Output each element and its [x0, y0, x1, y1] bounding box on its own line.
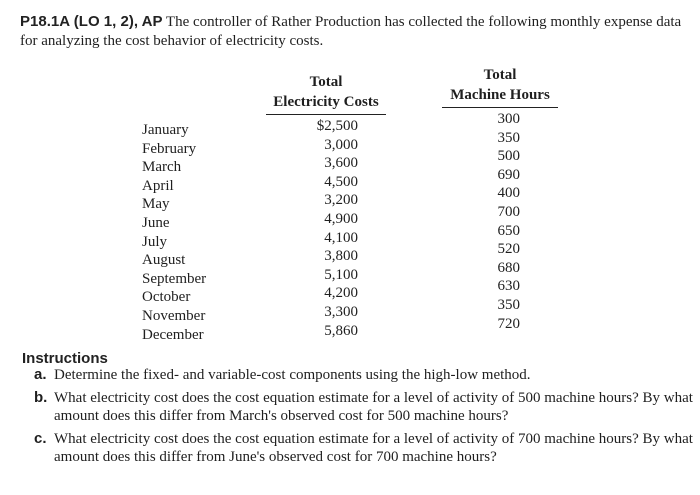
instruction-label: a. — [34, 366, 47, 383]
hours-cell: 350 — [497, 129, 520, 146]
cost-cell: 5,100 — [324, 266, 358, 283]
problem-text: The controller of Rather Production has collected the following monthly expense data for analyzing the cost behavior of electricity costs. — [20, 14, 682, 49]
cost-cell: 4,900 — [324, 210, 358, 227]
month-cell: July — [142, 233, 168, 250]
cost-cell: 4,200 — [324, 285, 358, 302]
month-cell: March — [142, 159, 182, 176]
hours-header-rule — [442, 107, 558, 108]
month-cell: May — [142, 196, 170, 213]
cost-header-line1: Total — [309, 74, 343, 90]
cost-cell: 3,200 — [324, 192, 358, 209]
month-cell: June — [142, 214, 170, 231]
cost-cell: 4,100 — [324, 229, 358, 246]
hours-cell: 650 — [497, 222, 520, 239]
cost-cell: 5,860 — [324, 322, 358, 339]
hours-cell: 300 — [497, 111, 520, 127]
month-cell: September — [142, 270, 207, 287]
problem-statement — [20, 12, 692, 51]
month-cell: January — [142, 122, 189, 138]
hours-header-line2: Machine Hours — [450, 87, 550, 103]
hours-cell: 400 — [497, 185, 520, 202]
hours-cell: 720 — [497, 315, 520, 332]
hours-column-header — [442, 65, 558, 108]
hours-column — [486, 110, 520, 333]
hours-cell: 680 — [497, 259, 520, 276]
hours-cell: 700 — [497, 203, 520, 220]
cost-column — [302, 117, 358, 340]
objectives-open: (LO — [73, 13, 104, 30]
instruction-item — [34, 430, 696, 467]
instruction-text: What electricity cost does the cost equation estimate for a level of activity of 500 machine hours? By what amount does this differ from March's observed cost for 500 machine hours? — [54, 389, 693, 424]
cost-cell: 3,300 — [324, 303, 358, 320]
month-cell: October — [142, 289, 191, 306]
instruction-label: b. — [34, 388, 48, 406]
cost-cell: $2,500 — [316, 118, 358, 134]
hours-cell: 690 — [497, 166, 520, 183]
hours-cell: 350 — [497, 296, 520, 313]
instruction-label: c. — [34, 429, 47, 447]
month-cell: February — [142, 140, 197, 157]
month-cell: August — [142, 252, 186, 269]
hours-cell: 500 — [497, 148, 520, 165]
instruction-item — [34, 366, 696, 385]
hours-header-line1: Total — [483, 67, 517, 83]
instructions-heading: Instructions — [22, 350, 108, 367]
instruction-text: What electricity cost does the cost equation estimate for a level of activity of 700 machine hours? By what amount does this differ from June's observed cost for 700 machine hours? — [54, 430, 693, 465]
instruction-item — [34, 389, 696, 426]
month-cell: December — [142, 326, 204, 343]
cost-header-rule — [266, 114, 386, 115]
objectives-close: ), — [128, 13, 142, 30]
instruction-text: Determine the fixed- and variable-cost components using the high-low method. — [54, 367, 531, 383]
ap-tag: AP — [141, 13, 163, 30]
month-cell: April — [142, 177, 174, 194]
cost-header-line2: Electricity Costs — [273, 94, 379, 110]
cost-column-header — [266, 72, 386, 115]
learning-objectives: 1, 2 — [103, 13, 129, 30]
instructions-list — [34, 366, 696, 471]
cost-cell: 4,500 — [324, 173, 358, 190]
cost-cell: 3,000 — [324, 136, 358, 153]
cost-cell: 3,600 — [324, 155, 358, 172]
hours-cell: 630 — [497, 278, 520, 295]
cost-cell: 3,800 — [324, 248, 358, 265]
hours-cell: 520 — [497, 241, 520, 258]
problem-id: P18.1A — [20, 13, 71, 30]
month-column — [142, 121, 206, 344]
month-cell: November — [142, 307, 206, 324]
